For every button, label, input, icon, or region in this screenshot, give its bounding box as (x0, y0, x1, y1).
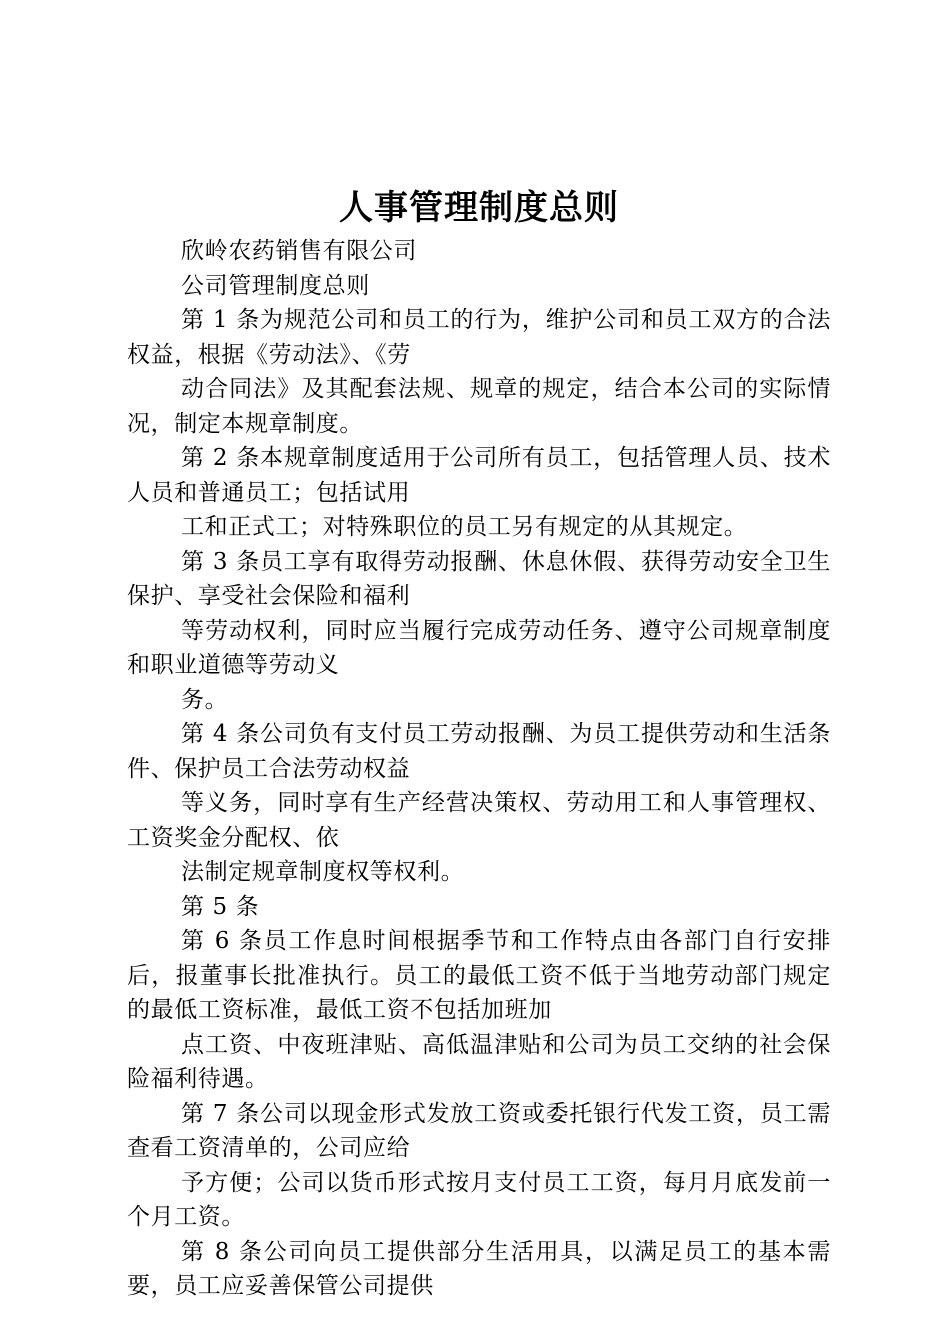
paragraph-article-7-cont: 予方便；公司以货币形式按月支付员工工资，每月月底发前一个月工资。 (127, 1169, 831, 1230)
paragraph-article-2-cont: 工和正式工；对特殊职位的员工另有规定的从其规定。 (181, 514, 748, 540)
paragraph-article-4-end: 法制定规章制度权等权利。 (181, 859, 465, 885)
paragraph-article-7: 第 7 条公司以现金形式发放工资或委托银行代发工资，员工需查看工资清单的，公司应给 (127, 1100, 831, 1161)
paragraph-article-1-cont: 动合同法》及其配套法规、规章的规定，结合本公司的实际情况，制定本规章制度。 (127, 376, 831, 437)
paragraph-article-3-end: 务。 (181, 686, 229, 713)
paragraph-article-2: 第 2 条本规章制度适用于公司所有员工，包括管理人员、技术人员和普通员工；包括试用 (127, 445, 831, 506)
paragraph-article-3: 第 3 条员工享有取得劳动报酬、休息休假、获得劳动安全卫生保护、享受社会保险和福利 (127, 548, 831, 609)
paragraph-article-3-cont: 等劳动权利，同时应当履行完成劳动任务、遵守公司规章制度和职业道德等劳动义 (127, 617, 831, 678)
paragraph-article-8: 第 8 条公司向员工提供部分生活用具，以满足员工的基本需要，员工应妥善保管公司提供 (127, 1238, 831, 1299)
paragraph-article-6-cont: 点工资、中夜班津贴、高低温津贴和公司为员工交纳的社会保险福利待遇。 (127, 1031, 831, 1092)
paragraph-company-name: 欣岭农药销售有限公司 (181, 238, 417, 264)
paragraph-article-4: 第 4 条公司负有支付员工劳动报酬、为员工提供劳动和生活条件、保护员工合法劳动权益 (127, 721, 831, 782)
paragraph-subtitle: 公司管理制度总则 (181, 272, 370, 299)
paragraph-article-1: 第 1 条为规范公司和员工的行为，维护公司和员工双方的合法权益，根据《劳动法》、《劳 (127, 307, 831, 368)
document-title: 人事管理制度总则 (339, 188, 619, 228)
paragraph-article-6: 第 6 条员工作息时间根据季节和工作特点由各部门自行安排后，报董事长批准执行。员工的最低工资不低于当地劳动部门规定的最低工资标准，最低工资不包括加班加 (127, 928, 831, 1023)
paragraph-article-4-cont: 等义务，同时享有生产经营决策权、劳动用工和人事管理权、工资奖金分配权、依 (127, 790, 831, 851)
paragraph-article-5: 第 5 条 (181, 893, 260, 920)
document-body (127, 234, 831, 1304)
